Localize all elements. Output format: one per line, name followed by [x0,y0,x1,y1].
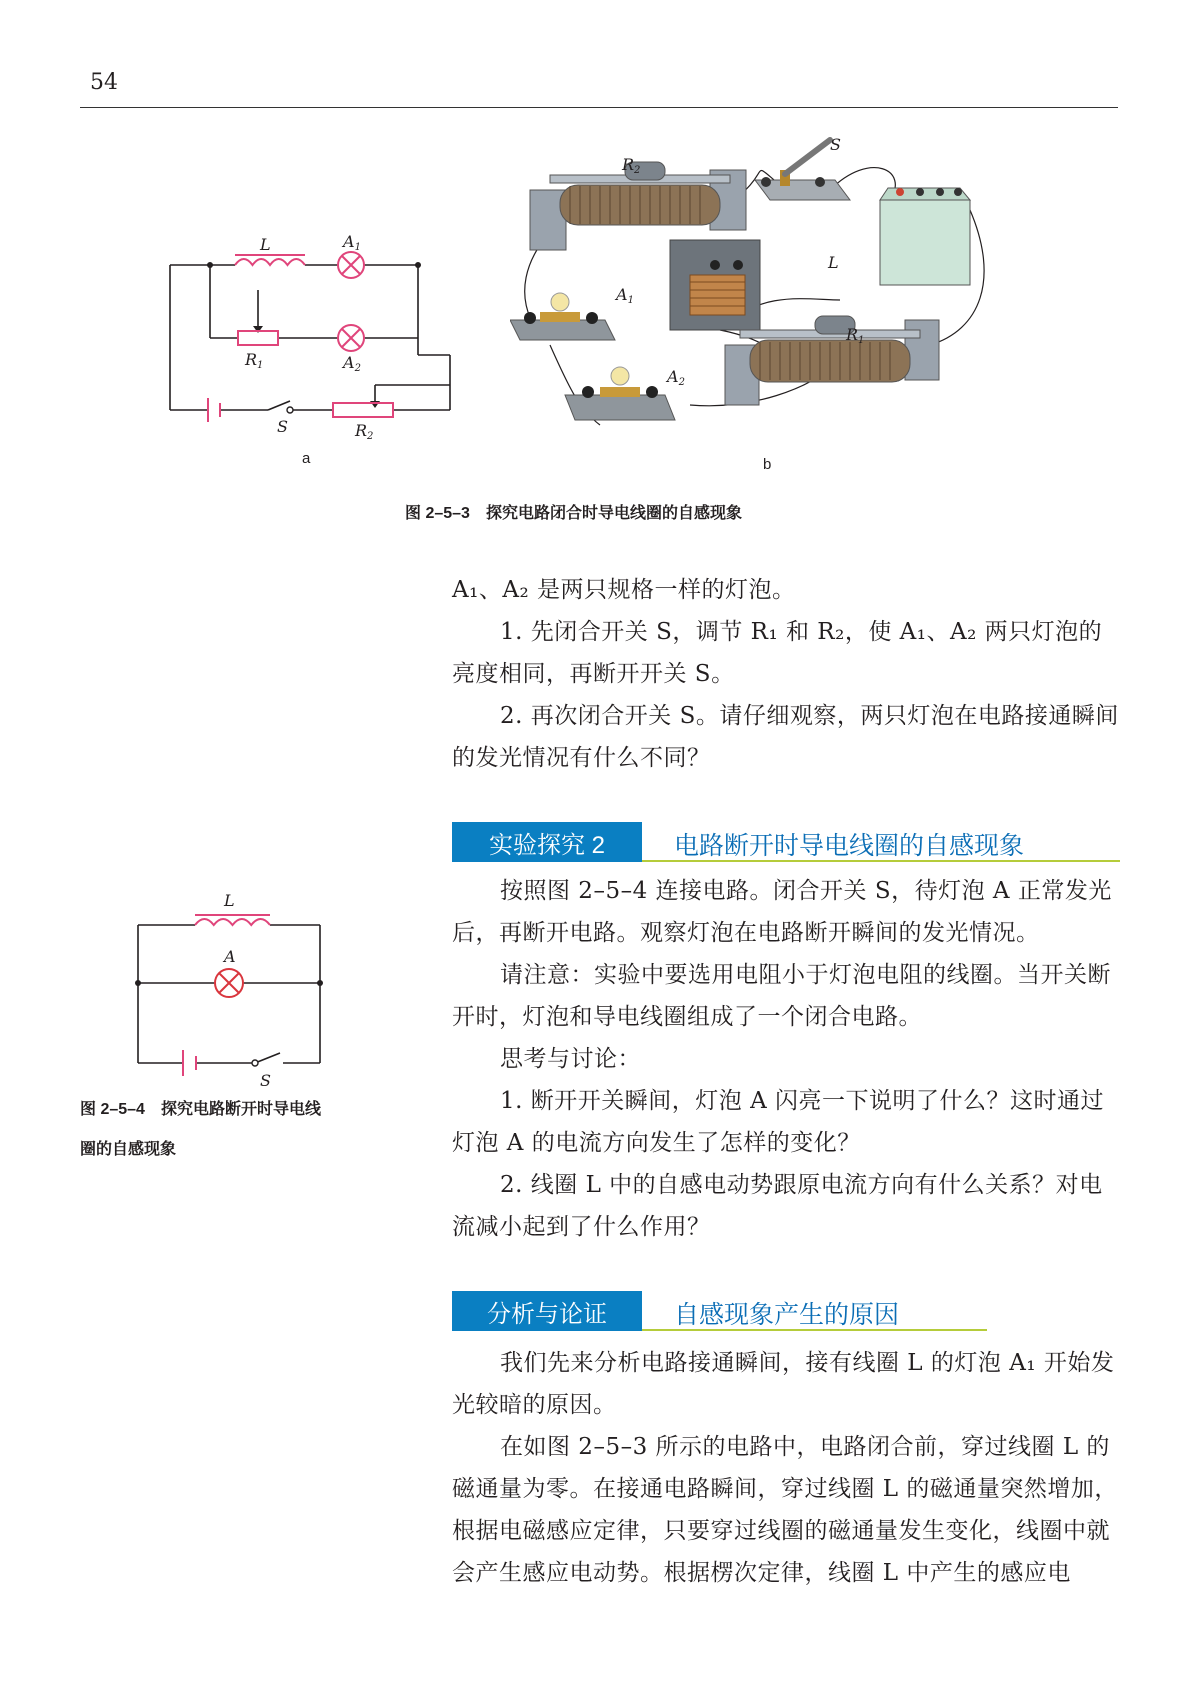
experiment-para-1: 按照图 2–5–4 连接电路。闭合开关 S，待灯泡 A 正常发光后，再断开电路。观察灯泡在电路断开瞬间的发光情况。 [452,878,1112,946]
figure-caption-254-line1: 图 2–5–4 探究电路断开时导电线 [80,1101,321,1118]
label-A2: A2 [343,353,361,374]
intro-block [452,569,1120,779]
intro-step-2: 2. 再次闭合开关 S。请仔细观察，两只灯泡在电路接通瞬间的发光情况有什么不同？ [452,703,1119,771]
section-tag: 实验探究 2 [452,822,642,862]
lamp-A2 [565,367,675,420]
battery [880,188,970,285]
circuit-diagram-254 [120,880,340,1090]
label-S: S [260,1071,271,1090]
question-2: 2. 线圈 L 中的自感电动势跟原电流方向有什么关系？对电流减小起到了什么作用？ [452,1172,1103,1240]
label-S: S [830,135,841,154]
label-S: S [277,417,288,436]
label-R1: R1 [846,325,865,346]
sublabel-b: b [763,456,772,473]
page-number: 54 [90,70,118,95]
section-title: 电路断开时导电线圈的自感现象 [674,832,1025,860]
question-1: 1. 断开开关瞬间，灯泡 A 闪亮一下说明了什么？这时通过灯泡 A 的电流方向发生了怎样的变化？ [452,1088,1104,1156]
section-title: 自感现象产生的原因 [674,1301,900,1329]
apparatus-illustration-b [510,130,1030,460]
label-A1: A1 [616,285,634,306]
label-A1: A1 [343,232,361,253]
label-L: L [828,253,839,272]
figure-caption-253: 图 2–5–3 探究电路闭合时导电线圈的自感现象 [405,505,742,522]
think-title: 思考与讨论： [500,1046,641,1072]
label-A: A [224,947,236,966]
label-R1: R1 [245,350,264,371]
circuit-diagram-a [160,220,460,440]
coil-L [670,240,760,330]
intro-line: A₁、A₂ 是两只规格一样的灯泡。 [452,577,796,603]
label-R2: R2 [355,421,374,440]
intro-step-1: 1. 先闭合开关 S，调节 R₁ 和 R₂，使 A₁、A₂ 两只灯泡的亮度相同，再断开开关 S。 [452,619,1103,687]
experiment-para-2: 请注意：实验中要选用电阻小于灯泡电阻的线圈。当开关断开时，灯泡和导电线圈组成了一个闭合电路。 [452,962,1111,1030]
experiment-block [452,870,1120,1248]
analysis-para-2: 在如图 2–5–3 所示的电路中，电路闭合前，穿过线圈 L 的磁通量为零。在接通电路瞬间，穿过线圈 L 的磁通量突然增加，根据电磁感应定律，只要穿过线圈的磁通量发生变化，线圈中就会产生感应电动势。根据楞次定律，线圈 L 中产生的感应电 [452,1434,1118,1586]
header-rule [80,107,1118,108]
figure-caption-254-line2: 圈的自感现象 [80,1141,177,1158]
label-A2: A2 [667,367,685,388]
section-tag: 分析与论证 [452,1291,642,1331]
label-L: L [224,891,235,910]
sublabel-a: a [302,450,311,467]
analysis-para-1: 我们先来分析电路接通瞬间，接有线圈 L 的灯泡 A₁ 开始发光较暗的原因。 [452,1350,1115,1418]
label-R2: R2 [622,155,641,176]
analysis-block [452,1342,1120,1594]
label-L: L [260,235,271,254]
